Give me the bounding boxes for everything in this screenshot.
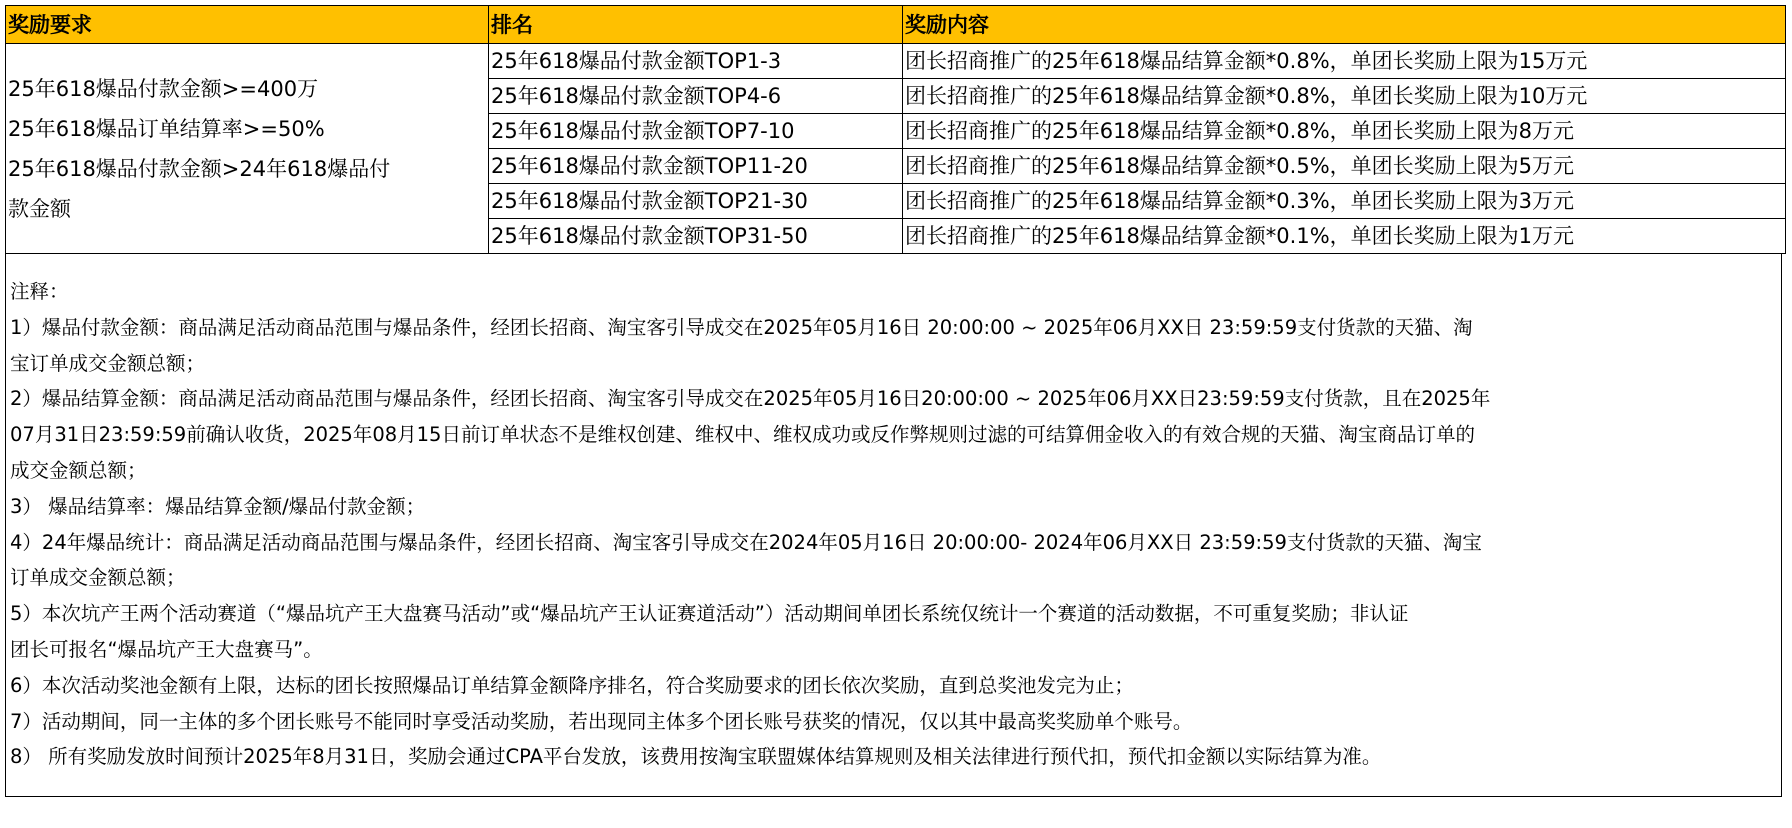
rank-cell: 25年618爆品付款金额TOP11-20 bbox=[489, 149, 903, 184]
rank-cell: 25年618爆品付款金额TOP7-10 bbox=[489, 114, 903, 149]
note-line: 5）本次坑产王两个活动赛道（“爆品坑产王大盘赛马活动”或“爆品坑产王认证赛道活动”）活动期间单团长系统仅统计一个赛道的活动数据，不可重复奖励；非认证 bbox=[10, 602, 1409, 626]
note-line: 7）活动期间，同一主体的多个团长账号不能同时享受活动奖励，若出现同主体多个团长账号获奖的情况，仅以其中最高奖奖励单个账号。 bbox=[10, 709, 1193, 733]
header-requirement: 奖励要求 bbox=[6, 6, 489, 44]
note-line: 6）本次活动奖池金额有上限，达标的团长按照爆品订单结算金额降序排名，符合奖励要求的团长依次奖励，直到总奖池发完为止； bbox=[10, 673, 1134, 697]
notes-block bbox=[5, 254, 1782, 797]
header-row bbox=[6, 6, 1786, 44]
content-cell: 团长招商推广的25年618爆品结算金额*0.8%，单团长奖励上限为8万元 bbox=[903, 114, 1786, 149]
requirement-line: 25年618爆品付款金额>=400万 bbox=[8, 76, 319, 101]
note-line: 团长可报名“爆品坑产王大盘赛马”。 bbox=[10, 637, 323, 661]
content-cell: 团长招商推广的25年618爆品结算金额*0.1%，单团长奖励上限为1万元 bbox=[903, 219, 1786, 254]
rank-cell: 25年618爆品付款金额TOP31-50 bbox=[489, 219, 903, 254]
note-line: 成交金额总额； bbox=[10, 458, 147, 482]
reward-sheet bbox=[5, 5, 1785, 819]
content-cell: 团长招商推广的25年618爆品结算金额*0.8%，单团长奖励上限为15万元 bbox=[903, 44, 1786, 79]
table-row bbox=[6, 44, 1786, 79]
requirement-line: 25年618爆品订单结算率>=50% bbox=[8, 116, 325, 141]
note-line: 宝订单成交金额总额； bbox=[10, 351, 206, 375]
reward-table bbox=[5, 5, 1786, 254]
header-content: 奖励内容 bbox=[903, 6, 1786, 44]
note-line: 4）24年爆品统计：商品满足活动商品范围与爆品条件，经团长招商、淘宝客引导成交在2024年05月16日 20:00:00- 2024年06月XX日 23:59:59支付货款的天猫、淘宝 bbox=[10, 530, 1482, 554]
rank-cell: 25年618爆品付款金额TOP1-3 bbox=[489, 44, 903, 79]
requirement-line: 款金额 bbox=[8, 196, 71, 221]
note-line: 8） 所有奖励发放时间预计2025年8月31日，奖励会通过CPA平台发放，该费用按淘宝联盟媒体结算规则及相关法律进行预代扣，预代扣金额以实际结算为准。 bbox=[10, 745, 1382, 769]
note-line: 2）爆品结算金额：商品满足活动商品范围与爆品条件，经团长招商、淘宝客引导成交在2025年05月16日20:00:00 ~ 2025年06月XX日23:59:59支付货款，且在2025年 bbox=[10, 387, 1491, 411]
requirement-cell bbox=[6, 44, 489, 254]
note-line: 3） 爆品结算率：爆品结算金额/爆品付款金额； bbox=[10, 494, 426, 518]
content-cell: 团长招商推广的25年618爆品结算金额*0.3%，单团长奖励上限为3万元 bbox=[903, 184, 1786, 219]
note-line: 07月31日23:59:59前确认收货，2025年08月15日前订单状态不是维权创建、维权中、维权成功或反作弊规则过滤的可结算佣金收入的有效合规的天猫、淘宝商品订单的 bbox=[10, 423, 1475, 447]
note-line: 1）爆品付款金额：商品满足活动商品范围与爆品条件，经团长招商、淘宝客引导成交在2025年05月16日 20:00:00 ~ 2025年06月XX日 23:59:59支付货款的天猫、淘 bbox=[10, 315, 1473, 339]
rank-cell: 25年618爆品付款金额TOP21-30 bbox=[489, 184, 903, 219]
header-rank: 排名 bbox=[489, 6, 903, 44]
requirement-line: 25年618爆品付款金额>24年618爆品付 bbox=[8, 156, 391, 181]
content-cell: 团长招商推广的25年618爆品结算金额*0.8%，单团长奖励上限为10万元 bbox=[903, 79, 1786, 114]
notes-title: 注释： bbox=[10, 280, 69, 303]
rank-cell: 25年618爆品付款金额TOP4-6 bbox=[489, 79, 903, 114]
note-line: 订单成交金额总额； bbox=[10, 566, 186, 590]
content-cell: 团长招商推广的25年618爆品结算金额*0.5%，单团长奖励上限为5万元 bbox=[903, 149, 1786, 184]
